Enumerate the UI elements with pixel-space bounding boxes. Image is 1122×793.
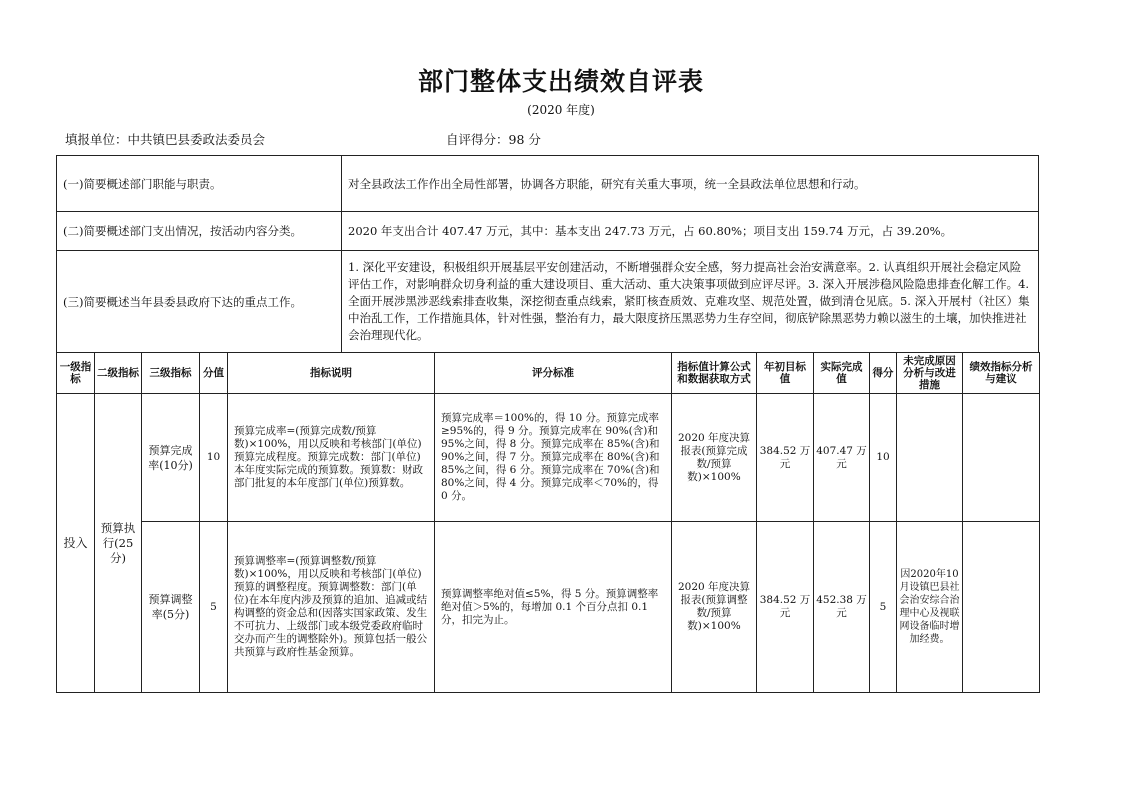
col-header: 得分 bbox=[870, 353, 897, 394]
indicator-table bbox=[56, 352, 1040, 693]
advice-cell bbox=[963, 394, 1040, 522]
summary-row bbox=[57, 212, 1039, 251]
level3-cell: 预算完成率(10分) bbox=[142, 394, 200, 522]
target-cell: 384.52 万元 bbox=[757, 522, 814, 693]
col-header: 分值 bbox=[200, 353, 228, 394]
summary-label: (一)简要概述部门职能与职责。 bbox=[57, 156, 342, 212]
table-header-row bbox=[57, 353, 1040, 394]
table-row bbox=[57, 522, 1040, 693]
advice-cell bbox=[963, 522, 1040, 693]
summary-label: (三)简要概述当年县委县政府下达的重点工作。 bbox=[57, 251, 342, 353]
col-header: 二级指标 bbox=[95, 353, 142, 394]
description-cell: 预算调整率=(预算调整数/预算数)×100%，用以反映和考核部门(单位)预算的调整程度。预算调整数：部门(单位)在本年度内涉及预算的追加、追减或结构调整的资金总和(因落实国家政策、发生不可抗力、上级部门或本级党委政府临时交办而产生的调整除外)。预算包括一般公共预算与政府性基金预算。 bbox=[228, 522, 435, 693]
col-header: 一级指标 bbox=[57, 353, 95, 394]
reason-cell bbox=[897, 394, 963, 522]
level3-cell: 预算调整率(5分) bbox=[142, 522, 200, 693]
reason-cell: 因2020年10月设镇巴县社会治安综合治理中心及视联网设备临时增加经费。 bbox=[897, 522, 963, 693]
summary-label: (二)简要概述部门支出情况，按活动内容分类。 bbox=[57, 212, 342, 251]
col-header: 三级指标 bbox=[142, 353, 200, 394]
col-header: 未完成原因分析与改进措施 bbox=[897, 353, 963, 394]
level2-cell: 预算执行(25分) bbox=[95, 394, 142, 693]
formula-cell: 2020 年度决算报表(预算完成数/预算数)×100% bbox=[672, 394, 757, 522]
summary-text: 2020 年支出合计 407.47 万元，其中：基本支出 247.73 万元，占 60.80%；项目支出 159.74 万元，占 39.20%。 bbox=[342, 212, 1039, 251]
score-cell: 10 bbox=[870, 394, 897, 522]
criteria-cell: 预算调整率绝对值≤5%，得 5 分。预算调整率绝对值＞5%的，每增加 0.1 个百分点扣 0.1 分，扣完为止。 bbox=[435, 522, 672, 693]
criteria-cell: 预算完成率＝100%的，得 10 分。预算完成率≥95%的，得 9 分。预算完成率在 90%(含)和 95%之间，得 8 分。预算完成率在 85%(含)和 90%之间，得 7 分。预算完成率在 80%(含)和 85%之间，得 6 分。预算完成率在 70%(含)和 80%之间，得 4 分。预算完成率＜70%的，得 0 分。 bbox=[435, 394, 672, 522]
level1-cell: 投入 bbox=[57, 394, 95, 693]
col-header: 年初目标值 bbox=[757, 353, 814, 394]
table-row bbox=[57, 394, 1040, 522]
actual-cell: 407.47 万元 bbox=[814, 394, 870, 522]
document-title: 部门整体支出绩效自评表 bbox=[417, 67, 704, 96]
col-header: 评分标准 bbox=[435, 353, 672, 394]
points-cell: 5 bbox=[200, 522, 228, 693]
col-header: 指标值计算公式和数据获取方式 bbox=[672, 353, 757, 394]
formula-cell: 2020 年度决算报表(预算调整数/预算数)×100% bbox=[672, 522, 757, 693]
summary-text: 1. 深化平安建设，积极组织开展基层平安创建活动，不断增强群众安全感，努力提高社会治安满意率。2. 认真组织开展社会稳定风险评估工作，对影响群众切身利益的重大建设项目、重大活动、重大决策事项做到应评尽评。3. 深入开展涉稳风险隐患排查化解工作。4. 全面开展涉黑涉恶线索排查收集，深挖彻查重点线索，紧盯核查质效、克难攻坚、规范处置，做到清仓见底。5. 深入开展村（社区）集中治乱工作，工作措施具体，针对性强，整治有力，最大限度挤压黑恶势力生存空间，彻底铲除黑恶势力赖以滋生的土壤，加快推进社会治理现代化。 bbox=[348, 260, 1030, 342]
actual-cell: 452.38 万元 bbox=[814, 522, 870, 693]
summary-row bbox=[57, 156, 1039, 212]
summary-table bbox=[56, 155, 1039, 353]
self-score: 自评得分：98 分 bbox=[446, 132, 541, 147]
summary-row bbox=[57, 251, 1039, 353]
summary-text: 对全县政法工作作出全局性部署，协调各方职能，研究有关重大事项，统一全县政法单位思想和行动。 bbox=[342, 156, 1039, 212]
reporting-unit: 填报单位：中共镇巴县委政法委员会 bbox=[65, 132, 266, 147]
score-cell: 5 bbox=[870, 522, 897, 693]
document-year: (2020 年度) bbox=[527, 103, 595, 117]
description-cell: 预算完成率=(预算完成数/预算数)×100%，用以反映和考核部门(单位)预算完成程度。预算完成数：部门(单位)本年度实际完成的预算数。预算数：财政部门批复的本年度部门(单位)预算数。 bbox=[228, 394, 435, 522]
col-header: 绩效指标分析与建议 bbox=[963, 353, 1040, 394]
target-cell: 384.52 万元 bbox=[757, 394, 814, 522]
col-header: 实际完成值 bbox=[814, 353, 870, 394]
points-cell: 10 bbox=[200, 394, 228, 522]
col-header: 指标说明 bbox=[228, 353, 435, 394]
